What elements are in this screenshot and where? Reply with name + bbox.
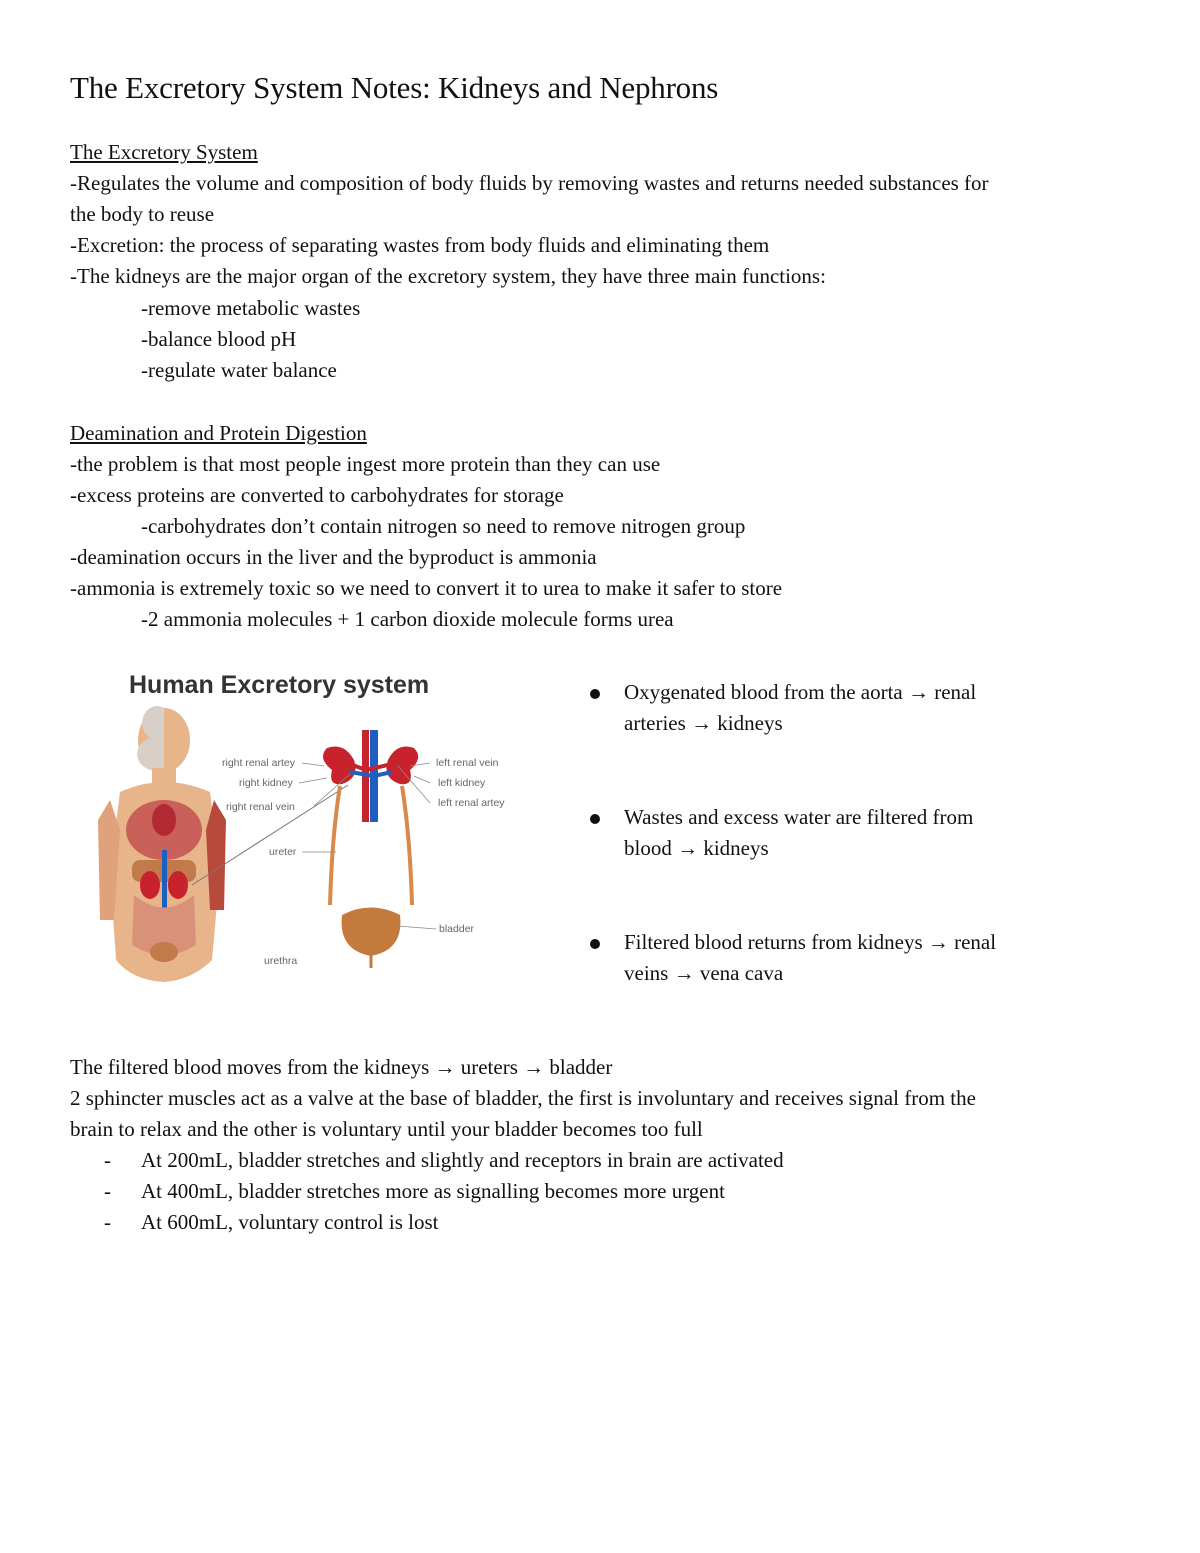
section-heading-excretory-system: The Excretory System — [70, 140, 258, 164]
paragraph-line: -deamination occurs in the liver and the byproduct is ammonia — [70, 545, 597, 569]
function-item: -balance blood pH — [141, 327, 297, 351]
bullet-text: blood → kidneys — [624, 836, 769, 860]
paragraph-line: -excess proteins are converted to carbohydrates for storage — [70, 483, 564, 507]
label-left-renal-vein: left renal vein — [436, 757, 499, 769]
paragraph-subline: -2 ammonia molecules + 1 carbon dioxide molecule forms urea — [141, 607, 674, 631]
bullet-text: Wastes and excess water are filtered from — [624, 805, 974, 829]
bullet-item — [588, 927, 1058, 989]
bladder-volume-list — [70, 1145, 784, 1238]
list-dash: - — [104, 1179, 111, 1203]
figure-title: Human Excretory system — [129, 671, 430, 699]
ureter-illustration — [330, 786, 340, 905]
excretory-system-figure — [92, 660, 522, 990]
paragraph-line: the body to reuse — [70, 202, 215, 226]
page-title: The Excretory System Notes: Kidneys and Nephrons — [70, 70, 719, 105]
paragraph-line: 2 sphincter muscles act as a valve at the base of bladder, the first is involuntary and receives signal from the — [70, 1086, 976, 1110]
paragraph-subline: -carbohydrates don’t contain nitrogen so need to remove nitrogen group — [141, 514, 746, 538]
label-urethra: urethra — [264, 955, 298, 967]
list-dash: - — [104, 1148, 111, 1172]
label-left-kidney: left kidney — [438, 777, 486, 789]
label-left-renal-artery: left renal artey — [438, 797, 505, 809]
label-bladder: bladder — [439, 923, 475, 935]
human-body-illustration — [98, 706, 348, 982]
bullet-dot — [590, 939, 600, 949]
bladder-illustration — [342, 908, 401, 957]
paragraph-line: -The kidneys are the major organ of the excretory system, they have three main functions: — [70, 264, 826, 288]
bullet-dot — [590, 689, 600, 699]
paragraph-line: brain to relax and the other is voluntary until your bladder becomes too full — [70, 1117, 703, 1141]
label-ureter: ureter — [269, 846, 297, 858]
kidney-system-illustration — [323, 730, 418, 968]
bullet-text: Oxygenated blood from the aorta → renal — [624, 680, 977, 704]
paragraph-line: -ammonia is extremely toxic so we need to convert it to urea to make it safer to store — [70, 576, 783, 600]
section-heading-deamination: Deamination and Protein Digestion — [70, 421, 367, 445]
function-item: -remove metabolic wastes — [141, 296, 361, 320]
list-item-text: At 400mL, bladder stretches more as signalling becomes more urgent — [141, 1179, 725, 1203]
bullet-text: arteries → kidneys — [624, 711, 783, 735]
list-item-text: At 200mL, bladder stretches and slightly and receptors in brain are activated — [141, 1148, 784, 1172]
bullet-dot — [590, 814, 600, 824]
paragraph-line: -the problem is that most people ingest more protein than they can use — [70, 452, 661, 476]
list-item-text: At 600mL, voluntary control is lost — [141, 1210, 439, 1234]
paragraph-line: -Excretion: the process of separating wastes from body fluids and eliminating them — [70, 233, 770, 257]
list-item — [70, 1207, 784, 1238]
blood-flow-bullets — [588, 677, 1058, 989]
bullet-item — [588, 802, 1058, 864]
list-dash: - — [104, 1210, 111, 1234]
bullet-text: veins → vena cava — [624, 961, 784, 985]
list-item — [70, 1145, 784, 1176]
list-item — [70, 1176, 784, 1207]
paragraph-line: The filtered blood moves from the kidneys → ureters → bladder — [70, 1055, 613, 1079]
paragraph-line: -Regulates the volume and composition of body fluids by removing wastes and returns needed substances for — [70, 171, 989, 195]
bullet-item — [588, 677, 1058, 739]
label-right-renal-vein: right renal vein — [226, 801, 295, 813]
figure-illustration — [92, 660, 522, 990]
label-right-renal-artery: right renal artey — [222, 757, 295, 769]
label-right-kidney: right kidney — [239, 777, 293, 789]
function-item: -regulate water balance — [141, 358, 337, 382]
bullet-text: Filtered blood returns from kidneys → renal — [624, 930, 997, 954]
